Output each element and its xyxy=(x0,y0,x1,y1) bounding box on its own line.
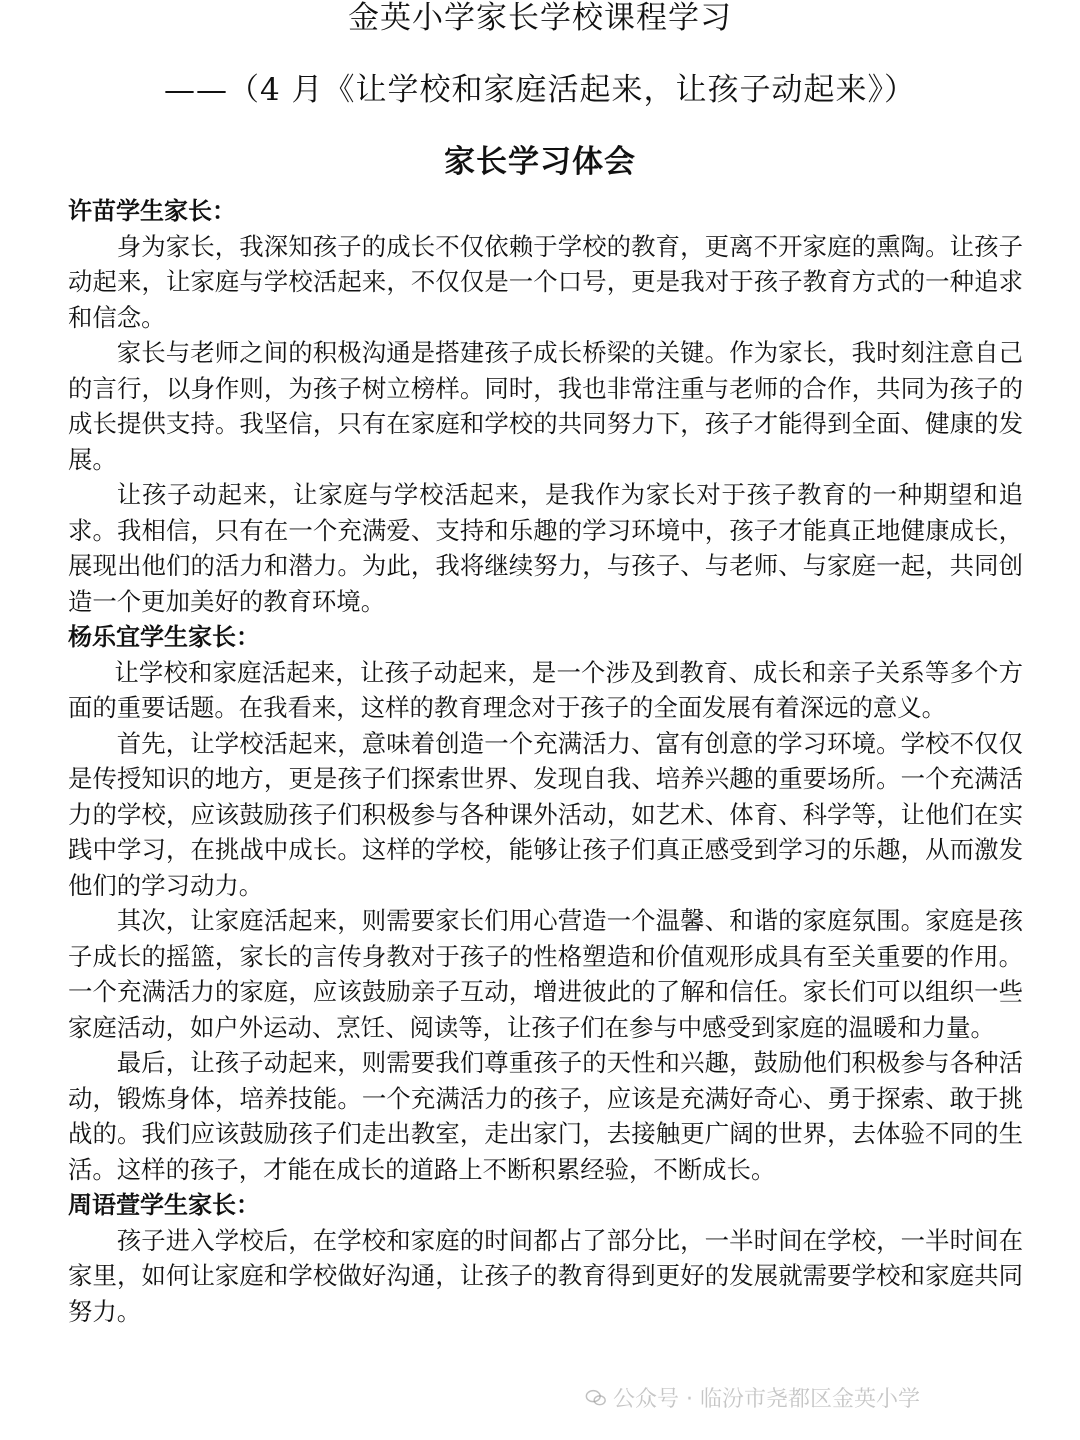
document-title: 金英小学家长学校课程学习 xyxy=(348,0,732,36)
parent-name: 周语萱学生家长： xyxy=(68,1190,260,1219)
paragraph: 家长与老师之间的积极沟通是搭建孩子成长桥梁的关键。作为家长，我时刻注意自己的言行，以身作则，为孩子树立榜样。同时，我也非常注重与老师的合作，共同为孩子的成长提供支持。我坚信，只有在家庭和学校的共同努力下，孩子才能得到全面、健康的发展。 xyxy=(68,338,1023,474)
document-body xyxy=(68,193,1023,1329)
section-xu-miao xyxy=(68,193,1023,619)
document-heading: 家长学习体会 xyxy=(444,144,636,180)
paragraph: 孩子进入学校后，在学校和家庭的时间都占了部分比，一半时间在学校，一半时间在家里，如何让家庭和学校做好沟通，让孩子的教育得到更好的发展就需要学校和家庭共同努力。 xyxy=(68,1225,1023,1326)
section-zhou-yuxuan xyxy=(68,1187,1023,1329)
section-yang-leyi xyxy=(68,619,1023,1187)
watermark xyxy=(585,1382,920,1413)
wechat-icon xyxy=(585,1387,607,1409)
document-subtitle: ——（4 月《让学校和家庭活起来，让孩子动起来》） xyxy=(163,72,917,108)
paragraph: 其次，让家庭活起来，则需要家长们用心营造一个温馨、和谐的家庭氛围。家庭是孩子成长的摇篮，家长的言传身教对于孩子的性格塑造和价值观形成具有至关重要的作用。一个充满活力的家庭，应该鼓励亲子互动，增进彼此的了解和信任。家长们可以组织一些家庭活动，如户外运动、烹饪、阅读等，让孩子们在参与中感受到家庭的温暖和力量。 xyxy=(68,906,1023,1042)
paragraph: 让孩子动起来，让家庭与学校活起来，是我作为家长对于孩子教育的一种期望和追求。我相信，只有在一个充满爱、支持和乐趣的学习环境中，孩子才能真正地健康成长，展现出他们的活力和潜力。为此，我将继续努力，与孩子、与老师、与家庭一起，共同创造一个更加美好的教育环境。 xyxy=(68,480,1023,616)
paragraph: 首先，让学校活起来，意味着创造一个充满活力、富有创意的学习环境。学校不仅仅是传授知识的地方，更是孩子们探索世界、发现自我、培养兴趣的重要场所。一个充满活力的学校，应该鼓励孩子们积极参与各种课外活动，如艺术、体育、科学等，让他们在实践中学习，在挑战中成长。这样的学校，能够让孩子们真正感受到学习的乐趣，从而激发他们的学习动力。 xyxy=(68,728,1023,900)
paragraph: 身为家长，我深知孩子的成长不仅依赖于学校的教育，更离不开家庭的熏陶。让孩子动起来，让家庭与学校活起来，不仅仅是一个口号，更是我对于孩子教育方式的一种追求和信念。 xyxy=(68,231,1023,332)
parent-name: 许苗学生家长： xyxy=(68,196,236,225)
paragraph: 让学校和家庭活起来，让孩子动起来，是一个涉及到教育、成长和亲子关系等多个方面的重要话题。在我看来，这样的教育理念对于孩子的全面发展有着深远的意义。 xyxy=(68,657,1023,722)
watermark-text: 公众号 · 临汾市尧都区金英小学 xyxy=(613,1387,920,1412)
parent-name: 杨乐宜学生家长： xyxy=(68,622,260,651)
paragraph: 最后，让孩子动起来，则需要我们尊重孩子的天性和兴趣，鼓励他们积极参与各种活动，锻炼身体，培养技能。一个充满活力的孩子，应该是充满好奇心、勇于探索、敢于挑战的。我们应该鼓励孩子们走出教室，走出家门，去接触更广阔的世界，去体验不同的生活。这样的孩子，才能在成长的道路上不断积累经验，不断成长。 xyxy=(68,1048,1023,1184)
